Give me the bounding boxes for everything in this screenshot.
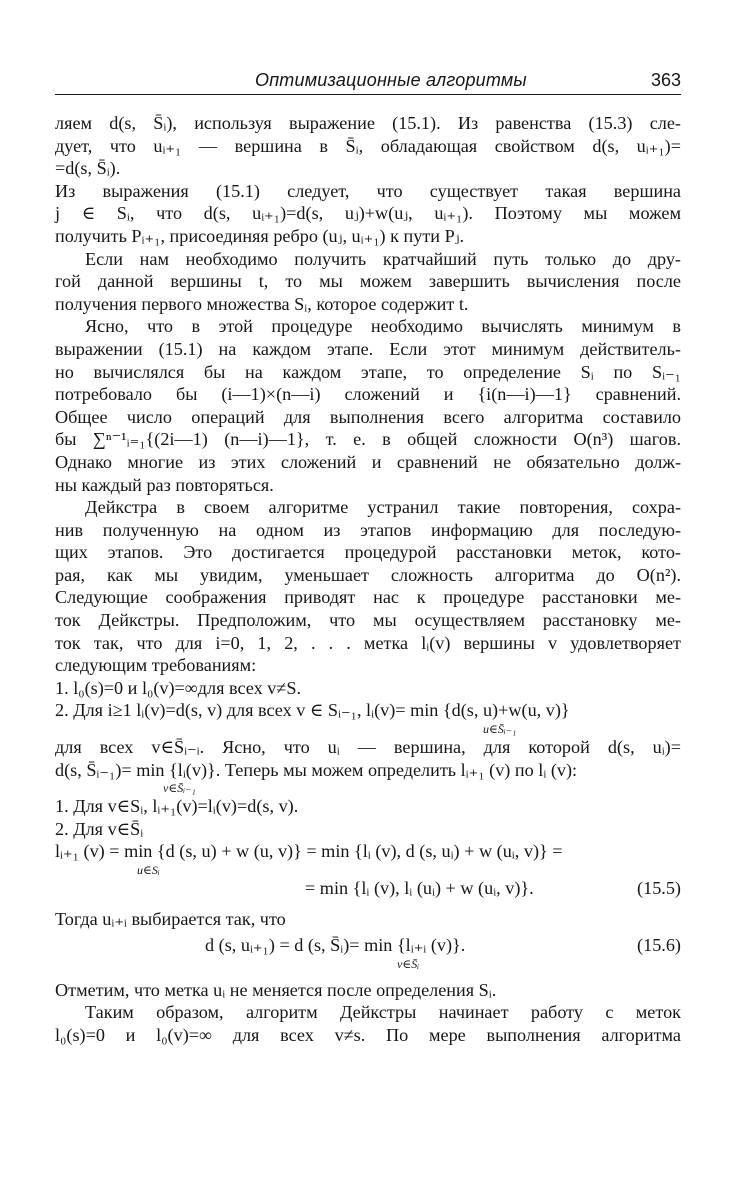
min-subscript: v∈S̄ᵢ₋₁ — [163, 781, 196, 796]
formula-line — [55, 877, 681, 900]
text-line: ток так, что для i=0, 1, 2, . . . метка lᵢ(v) вершины v удовлетворяет — [55, 632, 681, 653]
text-line: бы ∑ⁿ⁻¹ᵢ₌₁{(2i—1) (n—i)—1}, т. е. в общей сложности O(n³) шагов. — [55, 429, 681, 450]
min-subscript: u∈Sᵢ — [137, 863, 160, 877]
text-line: потребовало бы (i—1)×(n—i) сложений и {i(n—i)—1} сравнений. — [55, 384, 681, 405]
text-line: =d(s, S̄ᵢ). — [55, 158, 121, 179]
text-line: гой данной вершины t, то мы можем завершить вычисления после — [55, 271, 681, 292]
equation-number: (15.5) — [637, 878, 681, 898]
condition-line: 2. Для v∈S̄ᵢ — [55, 818, 144, 839]
text-line: Таким образом, алгоритм Дейкстры начинает работу с меток — [85, 1002, 681, 1023]
text-line: l₀(s)=0 и l₀(v)=∞ для всех v≠s. По мере выполнения алгоритма — [55, 1024, 681, 1045]
running-title: Оптимизационные алгоритмы — [255, 70, 527, 90]
condition-line: 2. Для i≥1 lᵢ(v)=d(s, v) для всех v ∈ Sᵢ₋₁, lᵢ(v)= min {d(s, u)+w(u, v)} — [55, 700, 570, 721]
text-line: ток Дейкстры. Предположим, что мы осуществляем расстановку ме- — [55, 610, 681, 631]
text-line: выражении (15.1) на каждом этапе. Если этот минимум действитель- — [55, 338, 681, 359]
text-line: Следующие соображения приводят нас к процедуре расстановки ме- — [55, 587, 681, 608]
text-line: получить Pᵢ₊₁, присоединяя ребро (uⱼ, uᵢ₊₁) к пути Pⱼ. — [55, 225, 465, 246]
formula-line — [55, 934, 681, 957]
text-line: Тогда uᵢ₊ᵢ выбирается так, что — [55, 908, 286, 929]
formula-text: d (s, uᵢ₊₁) = d (s, S̄ᵢ)= min {lᵢ₊ᵢ (v)}. — [205, 935, 466, 956]
text-line: но вычислялся бы на каждом этапе, то определение Sᵢ по Sᵢ₋₁ — [55, 361, 681, 382]
text-line: для всех v∈S̄ᵢ₋ᵢ. Ясно, что uᵢ — вершина, для которой d(s, uᵢ)= — [55, 737, 681, 758]
page-header — [55, 68, 681, 95]
formula-text: = min {lᵢ (v), lᵢ (uᵢ) + w (uᵢ, v)}. — [305, 878, 534, 898]
text-line: получения первого множества Sᵢ, которое содержит t. — [55, 293, 469, 314]
text-line: нив полученную на одном из этапов информацию для последую- — [55, 519, 681, 540]
min-subscript: u∈S̄ᵢ₋₁ — [483, 722, 517, 737]
text-line: ляем d(s, S̄ᵢ), используя выражение (15.1). Из равенства (15.3) сле- — [55, 113, 681, 133]
text-line: следующим требованиям: — [55, 655, 257, 676]
min-subscript: v∈S̄ᵢ — [397, 956, 420, 971]
text-line: рая, как мы увидим, уменьшает сложность алгоритма до O(n²). — [55, 564, 681, 585]
text-line: Ясно, что в этой процедуре необходимо вычислять минимум в — [85, 316, 681, 337]
text-line: Отметим, что метка uᵢ не меняется после определения Sᵢ. — [55, 979, 497, 1000]
page-number: 363 — [650, 70, 681, 90]
text-line: щих этапов. Это достигается процедурой расстановки меток, кото- — [55, 542, 681, 563]
condition-line: 1. Для v∈Sᵢ, lᵢ₊₁(v)=lᵢ(v)=d(s, v). — [55, 796, 299, 817]
text-line: j ∈ Sᵢ, что d(s, uᵢ₊₁)=d(s, uⱼ)+w(uⱼ, uᵢ₊₁). Поэтому мы можем — [55, 203, 681, 224]
text-line: Дейкстра в своем алгоритме устранил такие повторения, сохра- — [85, 497, 681, 518]
text-line: d(s, S̄ᵢ₋₁)= min {lᵢ(v)}. Теперь мы можем определить lᵢ₊₁ (v) по lᵢ (v): — [55, 759, 578, 780]
condition-line: 1. l₀(s)=0 и l₀(v)=∞для всех v≠S. — [55, 677, 302, 698]
text-line: Однако многие из этих сложений и сравнений не обязательно долж- — [55, 451, 681, 472]
text-line: ны каждый раз повторяться. — [55, 474, 274, 495]
text-line: Если нам необходимо получить кратчайший путь только до дру- — [85, 248, 681, 269]
text-line: дует, что uᵢ₊₁ — вершина в S̄ᵢ, обладающая свойством d(s, uᵢ₊₁)= — [55, 135, 681, 156]
text-line: Из выражения (15.1) следует, что существует такая вершина — [55, 180, 681, 201]
body-text — [55, 112, 681, 1047]
text-line: Общее число операций для выполнения всего алгоритма составило — [55, 406, 681, 427]
formula-line: lᵢ₊₁ (v) = min {d (s, u) + w (u, v)} = min {lᵢ (v), d (s, uᵢ) + w (uᵢ, v)} = — [55, 841, 563, 862]
equation-number: (15.6) — [637, 935, 681, 956]
